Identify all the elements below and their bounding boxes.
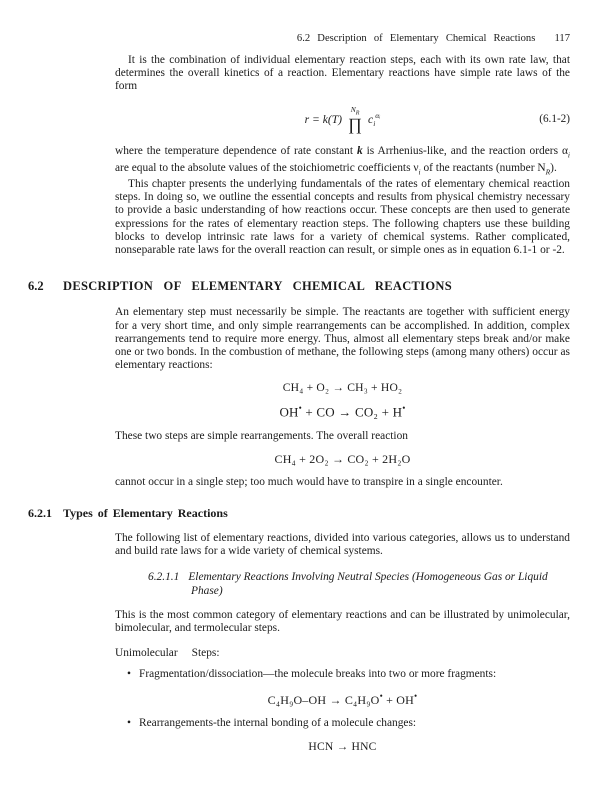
equation-number: (6.1-2)	[539, 113, 570, 126]
rate-constant-symbol: k	[356, 145, 363, 158]
page-number: 117	[554, 33, 570, 44]
subsection-title: Types of Elementary Reactions	[63, 506, 228, 521]
equation-body	[305, 106, 381, 134]
unimolecular-word: Unimolecular	[115, 647, 178, 660]
rate-law-equation	[115, 106, 570, 134]
reaction-co-oxidation: OH• + CO → CO₂ + H•	[279, 403, 406, 420]
unimolecular-steps-label	[115, 646, 570, 660]
radical-dot: •	[414, 691, 418, 702]
running-header-title: 6.2 Description of Elementary Chemical Reactions	[296, 33, 536, 44]
paragraph-two-steps: These two steps are simple rearrangements. The overall reaction	[115, 429, 408, 442]
section-heading-6-2-1-1	[148, 571, 573, 599]
product-upper-limit: $N_R$	[350, 104, 360, 117]
reaction-methane-oxygen: CH₄ + O₂ → CH₃ + HO₂	[282, 381, 403, 395]
concentration-term: $c_i^{\alpha ᵢ}$	[368, 110, 381, 128]
section-number: 6.2	[28, 279, 44, 294]
page-content	[28, 54, 570, 762]
paragraph-elementary-step: An elementary step must necessarily be simple. The reactants are together with sufficient energy for a very short time, and only simple rearrangements can be accomplished. In addition, complex rearrangements tend to require more energy. Thus, almost all elementary steps break and/or make one or two bonds. In the combustion of methane, the following steps (among many others) occur as elementary reactions:	[115, 306, 570, 372]
subsection-number: 6.2.1	[28, 506, 52, 521]
reaction-isomerization: HCN → HNC	[308, 739, 377, 753]
bullet-rearrangements-text: Rearrangements-the internal bonding of a molecule changes:	[139, 717, 417, 730]
bullet-fragmentation	[127, 668, 570, 682]
paragraph-chapter-overview: This chapter presents the underlying fundamentals of the rates of elementary chemical reaction steps. In doing so, we outline the essential concepts and results from physical chemistry necessary to provide a basic understanding of how reactions occur. These concepts are then used to generate expressions for the rates of elementary reaction steps. The following chapters use these building blocks to develop intrinsic rate laws for a variety of chemical systems. Rather complicated, nonseparable rate laws for the overall reaction can result, or simple ones as in equation 6.1-1 or -2.	[115, 178, 570, 257]
bullet-rearrangements	[127, 717, 570, 731]
bullet-fragmentation-text: Fragmentation/dissociation—the molecule breaks into two or more fragments:	[139, 668, 497, 681]
running-header	[0, 33, 570, 44]
section-title: DESCRIPTION OF ELEMENTARY CHEMICAL REACTIONS	[63, 279, 452, 294]
subsubsection-number: 6.2.1.1	[148, 571, 180, 584]
radical-dot: •	[402, 403, 406, 414]
subsubsection-title: Elementary Reactions Involving Neutral Species (Homogeneous Gas or Liquid Phase)	[188, 571, 548, 598]
bullet-icon: •	[127, 717, 131, 730]
section-heading-6-2-1	[28, 506, 570, 521]
steps-word: Steps:	[191, 647, 220, 660]
reaction-overall-combustion: CH₄ + 2O₂ → CO₂ + 2H₂O	[274, 451, 411, 466]
paragraph-cannot-occur: cannot occur in a single step; too much would have to transpire in a single encounter.	[115, 475, 503, 488]
bullet-icon: •	[127, 668, 131, 681]
paragraph-combination: It is the combination of individual elementary reaction steps, each with its own rate law, that determines the overall kinetics of a reaction. Elementary reactions have simple rate laws of the form	[115, 54, 570, 93]
paragraph-list-intro: The following list of elementary reactions, divided into various categories, allows us to understand and build rate laws for a wide variety of chemical systems.	[115, 532, 570, 558]
equation-lhs: r = k(T)	[304, 112, 343, 126]
section-heading-6-2	[28, 279, 570, 294]
product-symbol: ∏	[348, 115, 363, 135]
radical-dot: •	[379, 691, 383, 702]
radical-dot: •	[298, 403, 302, 414]
product-operator	[348, 106, 362, 134]
paragraph-common-category: This is the most common category of elementary reactions and can be illustrated by unimolecular, bimolecular, and termolecular steps.	[115, 609, 570, 635]
paragraph-arrhenius: where the temperature dependence of rate constant k is Arrhenius-like, and the reaction orders $\alpha_i$ are equal to the absolute values of the stoichiometric coefficients $\nu_i$ of the reactants (number $N_R$).	[115, 145, 571, 176]
reaction-fragmentation: C₄H₉O–OH → C₄H₉O• + OH•	[267, 691, 418, 708]
